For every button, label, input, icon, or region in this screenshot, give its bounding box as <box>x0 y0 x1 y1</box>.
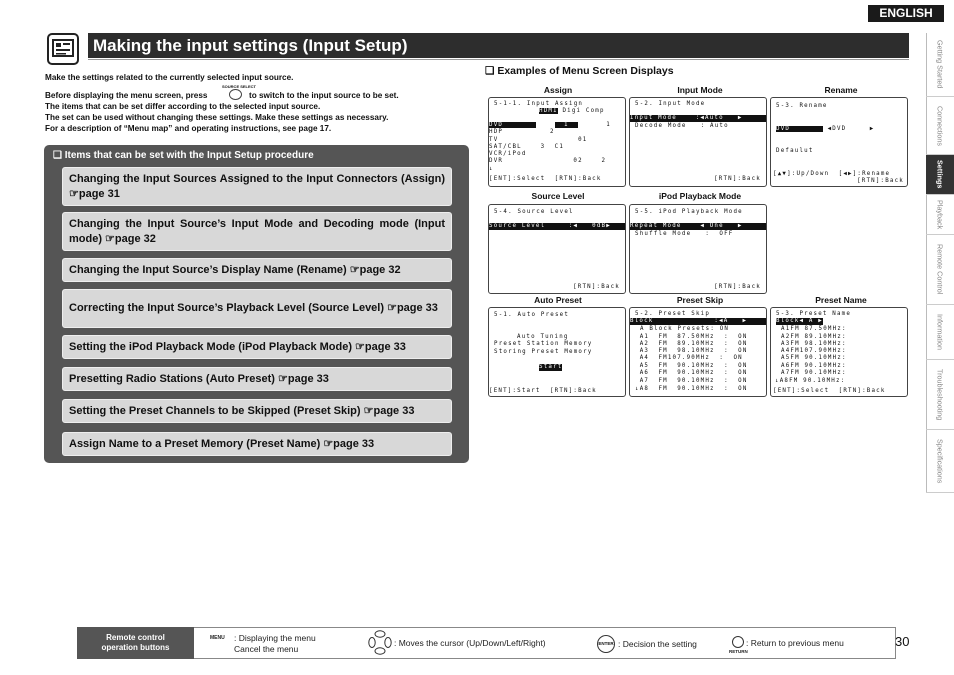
footer-label-line: Remote control <box>106 633 165 642</box>
screen-line: 5-1-1. Input Assign <box>494 101 584 107</box>
screen-highlight: DVD <box>489 122 536 128</box>
caption-ipod: iPod Playback Mode <box>658 191 742 201</box>
menu-button-icon: MENU <box>210 635 225 641</box>
menu-text-1: : Displaying the menu <box>234 633 316 643</box>
screen-highlight: Repeat Mode ◀ One ▶ <box>630 223 766 230</box>
item-label: Setting the iPod Playback Mode (iPod Playback Mode) ☞page 33 <box>69 340 406 353</box>
screen-text: ◀DVD ▶ <box>822 126 875 132</box>
screen-line: 5-5. iPod Playback Mode <box>635 209 743 215</box>
screen-line: [ENT]:Start [RTN]:Back <box>489 388 597 394</box>
settings-section-icon <box>47 33 79 65</box>
screen-line: ↓A8FM 90.10MHz: <box>775 378 846 384</box>
tab-playback[interactable] <box>926 195 954 235</box>
screen-text <box>536 122 555 128</box>
tab-settings[interactable] <box>926 155 954 195</box>
return-text: : Return to previous menu <box>746 638 844 648</box>
tab-label: Troubleshooting <box>935 368 945 421</box>
screen-line: A5FM 90.10MHz: <box>781 355 847 361</box>
screen-highlight: Input Mode :◀Auto ▶ <box>630 115 766 122</box>
screen-line: [RTN]:Back <box>573 284 620 290</box>
screen-source-level <box>488 204 626 294</box>
item-label: Assign Name to a Preset Memory (Preset Name) ☞page 33 <box>69 437 375 450</box>
screen-highlight: Block◀ A ▶ <box>776 318 823 324</box>
screen-line: 5-2. Input Mode <box>635 101 706 107</box>
screen-line: 5-3. Rename <box>776 103 828 109</box>
item-source-level[interactable] <box>62 289 452 328</box>
source-select-button-label: SOURCE SELECT <box>222 84 257 89</box>
tab-label: Connections <box>935 105 945 146</box>
screen-highlight: DVD <box>776 126 823 132</box>
tab-label: Playback <box>935 199 945 230</box>
screen-highlight: Block :◀A ▶ <box>630 318 766 325</box>
tab-label: Settings <box>935 160 945 189</box>
page-number: 30 <box>895 634 910 649</box>
screen-line: TV 01 <box>489 137 588 143</box>
item-input-mode[interactable] <box>62 212 452 251</box>
tab-label: Remote Control <box>935 244 945 295</box>
screen-input-mode <box>629 97 767 187</box>
screen-line: A4 FM107.90MHz : ON <box>635 355 743 361</box>
screen-line: Preset Station Memory <box>494 341 593 347</box>
item-label: Changing the Input Source’s Input Mode and Decoding mode (Input mode) ☞page 32 <box>69 217 445 245</box>
screen-line: A6 FM 90.10MHz : ON <box>635 370 748 376</box>
examples-heading: ❏ Examples of Menu Screen Displays <box>485 65 674 77</box>
screen-line: ↓ <box>489 166 494 172</box>
screen-line: Defaulut <box>776 148 814 154</box>
enter-button-label: ENTER <box>598 641 614 646</box>
screen-line: 5-4. Source Level <box>494 209 574 215</box>
screen-line: A Block Presets: ON <box>640 326 730 332</box>
caption-source-level: Source Level <box>531 191 585 201</box>
tab-connections[interactable] <box>926 97 954 155</box>
screen-line: VCR/iPod <box>489 151 527 157</box>
screen-line: A1FM 87.50MHz: <box>781 326 847 332</box>
screen-line: [▲▼]:Up/Down [◀▶]:Rename <box>773 171 891 177</box>
screen-ipod-playback <box>629 204 767 294</box>
item-ipod-playback-mode[interactable] <box>62 335 452 359</box>
source-select-button-icon <box>229 89 242 100</box>
item-preset-name[interactable] <box>62 432 452 456</box>
screen-preset-skip <box>629 307 767 397</box>
screen-line: A7 FM 90.10MHz : ON <box>635 378 748 384</box>
screen-assign <box>488 97 626 187</box>
panel-heading: ❏ Items that can be set with the Input Setup procedure <box>53 150 314 161</box>
screen-line: SAT/CBL 3 C1 <box>489 144 565 150</box>
item-auto-preset[interactable] <box>62 367 452 391</box>
screen-highlight: Source Level :◀ 0dB▶ <box>489 223 625 230</box>
tab-label: Getting Started <box>935 40 945 89</box>
item-label: Setting the Preset Channels to be Skipped (Preset Skip) ☞page 33 <box>69 404 415 417</box>
screen-highlight: 1 <box>554 122 579 128</box>
intro-line-2b: to switch to the input source to be set. <box>249 91 399 100</box>
caption-input-mode: Input Mode <box>677 85 723 95</box>
tab-label: Specifications <box>935 438 945 484</box>
item-label: Correcting the Input Source’s Playback Level (Source Level) ☞page 33 <box>69 302 438 314</box>
caption-preset-skip: Preset Skip <box>676 295 724 305</box>
return-button-label: RETURN <box>729 649 748 654</box>
screen-line: Auto Tuning <box>517 334 569 340</box>
screen-line: Decode Mode : Auto <box>635 123 729 129</box>
caption-preset-name: Preset Name <box>815 295 867 305</box>
screen-line: A5 FM 90.10MHz : ON <box>635 363 748 369</box>
screen-rename <box>770 97 908 187</box>
screen-line <box>489 122 611 129</box>
return-button-icon <box>732 636 744 648</box>
cursor-buttons-icon <box>368 630 392 655</box>
screen-line: A1 FM 87.50MHz : ON <box>635 334 748 340</box>
tab-troubleshooting[interactable] <box>926 360 954 430</box>
screen-line: A6FM 90.10MHz: <box>781 363 847 369</box>
enter-button-icon <box>597 635 615 653</box>
screen-line: A7FM 90.10MHz: <box>781 370 847 376</box>
item-rename[interactable] <box>62 258 452 282</box>
tab-information[interactable] <box>926 305 954 360</box>
screen-line: [RTN]:Back <box>857 178 904 184</box>
screen-line: A3 FM 98.10MHz : ON <box>635 348 748 354</box>
screen-line: A2FM 89.10MHz: <box>781 334 847 340</box>
item-label: Changing the Input Sources Assigned to the Input Connectors (Assign) ☞page 31 <box>69 172 445 200</box>
screen-line: [ENT]:Select [RTN]:Back <box>489 176 602 182</box>
screen-line: A3FM 98.10MHz: <box>781 341 847 347</box>
page-title: Making the input settings (Input Setup) <box>93 36 408 55</box>
screen-line: 5-1. Auto Preset <box>494 312 570 318</box>
caption-rename: Rename <box>824 85 858 95</box>
tab-specifications[interactable] <box>926 430 954 493</box>
intro-line-4: The set can be used without changing these settings. Make these settings as necessary. <box>45 113 389 122</box>
cursor-text: : Moves the cursor (Up/Down/Left/Right) <box>394 638 546 648</box>
tab-label: Information <box>935 314 945 350</box>
screen-line: [RTN]:Back <box>714 176 761 182</box>
language-badge: ENGLISH <box>868 5 944 22</box>
screen-line: [ENT]:Select [RTN]:Back <box>773 388 886 394</box>
screen-line: ↓A8 FM 90.10MHz : ON <box>635 386 748 392</box>
intro-line-2a: Before displaying the menu screen, press <box>45 91 208 100</box>
screen-line: 5-2. Preset Skip <box>635 311 711 317</box>
screen-line: [RTN]:Back <box>714 284 761 290</box>
item-preset-skip[interactable] <box>62 399 452 423</box>
caption-assign: Assign <box>543 85 573 95</box>
tab-getting-started[interactable] <box>926 33 954 97</box>
footer-label <box>77 627 194 659</box>
screen-highlight: HDMI <box>539 108 558 114</box>
intro-line-5: For a description of “Menu map” and operating instructions, see page 17. <box>45 124 332 133</box>
title-divider <box>88 59 909 60</box>
menu-text-2: Cancel the menu <box>234 644 299 654</box>
screen-line <box>539 108 605 115</box>
screen-line: HDP 2 <box>489 129 555 135</box>
screen-line: Shuffle Mode : OFF <box>635 231 734 237</box>
start-highlight: Start <box>539 364 563 370</box>
screen-line: Storing Preset Memory <box>494 349 593 355</box>
item-label: Presetting Radio Stations (Auto Preset) ☞page 33 <box>69 372 329 385</box>
screen-auto-preset <box>488 307 626 397</box>
tab-remote-control[interactable] <box>926 235 954 305</box>
intro-line-1: Make the settings related to the currently selected input source. <box>45 73 294 82</box>
item-label: Changing the Input Source’s Display Name (Rename) ☞page 32 <box>69 263 401 276</box>
screen-line: A4FM107.90MHz: <box>781 348 847 354</box>
caption-auto-preset: Auto Preset <box>534 295 582 305</box>
screen-text: Digi Comp <box>557 108 605 114</box>
screen-preset-name <box>770 307 908 397</box>
screen-line <box>776 126 875 133</box>
footer-label-line: operation buttons <box>101 643 170 652</box>
screen-line: 5-3. Preset Name <box>776 311 852 317</box>
screen-line: DVR 02 2 <box>489 158 607 164</box>
intro-line-3: The items that can be set differ according to the selected input source. <box>45 102 321 111</box>
screen-text: 1 <box>578 122 611 128</box>
enter-text: : Decision the setting <box>618 639 697 649</box>
item-assign[interactable] <box>62 167 452 206</box>
screen-line: A2 FM 89.10MHz : ON <box>635 341 748 347</box>
